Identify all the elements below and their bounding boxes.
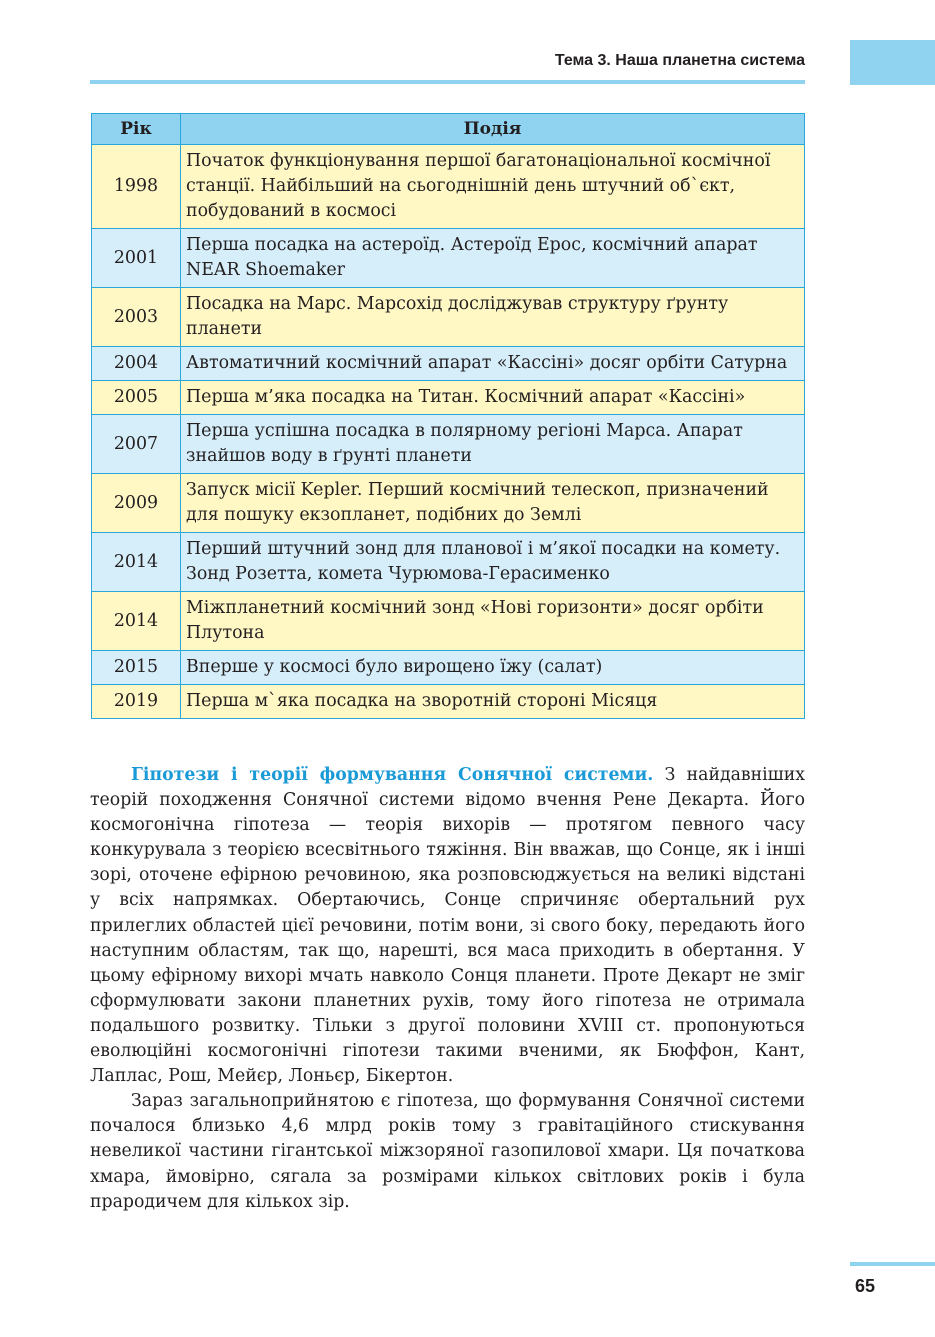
event-cell: Перша м’яка посадка на Титан. Космічний апарат «Кассіні» [181, 381, 805, 415]
corner-tab-decoration [850, 40, 935, 85]
event-cell: Перший штучний зонд для планової і м’якої посадки на комету. Зонд Розетта, комета Чурюмова-Герасименко [181, 533, 805, 592]
running-header-title: Тема 3. Наша планетна система [554, 52, 805, 69]
table-row [92, 685, 805, 719]
table-row [92, 288, 805, 347]
table-row [92, 533, 805, 592]
event-cell: Автоматичний космічний апарат «Кассіні» досяг орбіти Сатурна [181, 347, 805, 381]
table-row [92, 415, 805, 474]
table-row [92, 474, 805, 533]
table-row [92, 145, 805, 229]
paragraph-1-text: З найдавніших теорій походження Сонячної системи відомо вчення Рене Декарта. Його космогонічна гіпотеза — теорія вихорів — протягом певного часу конкурувала з теорією всесвітнього тяжіння. Він вважав, що Сонце, як і інші зорі, оточене ефірною речовиною, яка розповсюджується на великі відстані у всіх напрямках. Обертаючись, Сонце спричиняє обертальний рух прилеглих областей цієї речовини, потім вони, зі свого боку, передають його наступним областям, так що, нарешті, вся маса приходить в обертання. У цьому ефірному вихорі мчать навколо Сонця планети. Проте Декарт не зміг сформулювати закони планетних рухів, тому його гіпотеза не отримала подальшого розвитку. Тільки з другої половини XVIII ст. пропонуються еволюційні космогонічні гіпотези такими вченими, як Бюффон, Кант, Лаплас, Рош, Мейєр, Лоньєр, Бікертон. [90, 765, 806, 1087]
footer-rule [850, 1262, 935, 1266]
table-row [92, 651, 805, 685]
year-cell: 2009 [92, 474, 181, 533]
paragraph-1 [90, 763, 805, 1089]
paragraph-2: Зараз загальноприйнятою є гіпотеза, що формування Сонячної системи почалося близько 4,6 млрд років тому з гравітаційного стискування невеликої частини гігантської міжзоряної газопилової хмари. Ця початкова хмара, ймовірно, сягала за розмірами кількох світлових років і була прародичем для кількох зір. [90, 1091, 805, 1212]
event-cell: Посадка на Марс. Марсохід досліджував структуру ґрунту планети [181, 288, 805, 347]
events-table [91, 113, 805, 719]
section-lead-heading: Гіпотези і теорії формування Сонячної системи. [131, 765, 654, 785]
column-header-year: Рік [92, 114, 181, 145]
body-text [90, 763, 805, 1215]
year-cell: 2014 [92, 533, 181, 592]
table-row [92, 592, 805, 651]
year-cell: 1998 [92, 145, 181, 229]
event-cell: Перша м`яка посадка на зворотній стороні Місяця [181, 685, 805, 719]
event-cell: Запуск місії Kepler. Перший космічний телескоп, призначений для пошуку екзопланет, подібних до Землі [181, 474, 805, 533]
event-cell: Початок функціонування першої багатонаціональної космічної станції. Найбільший на сьогоднішній день штучний об`єкт, побудований в космосі [181, 145, 805, 229]
year-cell: 2001 [92, 229, 181, 288]
year-cell: 2014 [92, 592, 181, 651]
year-cell: 2004 [92, 347, 181, 381]
event-cell: Перша успішна посадка в полярному регіоні Марса. Апарат знайшов воду в ґрунті планети [181, 415, 805, 474]
year-cell: 2003 [92, 288, 181, 347]
event-cell: Міжпланетний космічний зонд «Нові горизонти» досяг орбіти Плутона [181, 592, 805, 651]
table-row [92, 229, 805, 288]
event-cell: Перша посадка на астероїд. Астероїд Ерос, космічний апарат NEAR Shoemaker [181, 229, 805, 288]
year-cell: 2007 [92, 415, 181, 474]
header-rule [90, 80, 805, 84]
table-row [92, 381, 805, 415]
page-number: 65 [855, 1276, 876, 1296]
table-row [92, 347, 805, 381]
year-cell: 2015 [92, 651, 181, 685]
event-cell: Вперше у космосі було вирощено їжу (салат) [181, 651, 805, 685]
column-header-event: Подія [181, 114, 805, 145]
year-cell: 2019 [92, 685, 181, 719]
table-header-row [92, 114, 805, 145]
year-cell: 2005 [92, 381, 181, 415]
